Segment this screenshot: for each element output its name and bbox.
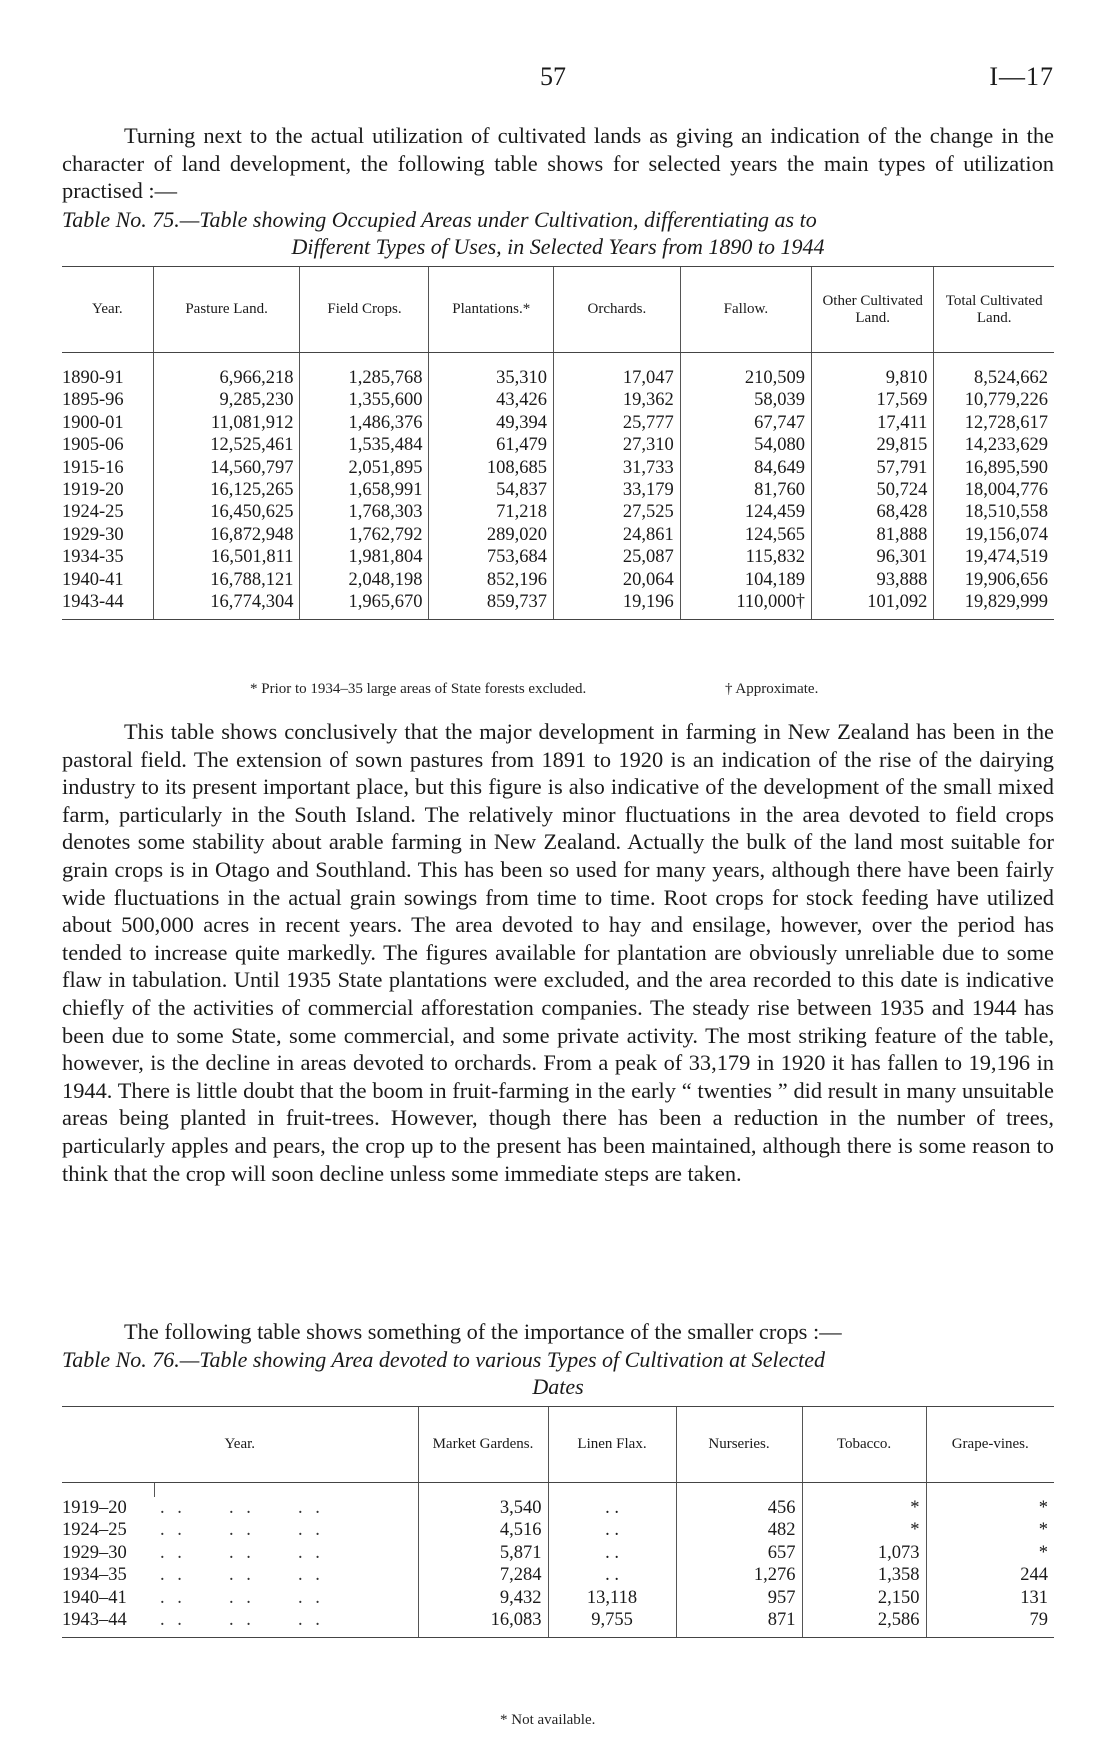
table76-cell-tobacco: 2,586 — [802, 1609, 926, 1638]
table75-header-year: Year. — [62, 267, 153, 353]
table76-cell-linen-flax: . . — [548, 1564, 676, 1586]
table75-cell-other: 9,810 — [812, 367, 934, 389]
table75-cell-year: 1905-06 — [62, 435, 124, 456]
table75-cell-total: 19,156,074 — [934, 524, 1054, 546]
table75-cell-other: 101,092 — [812, 591, 934, 620]
table75-cell-other: 96,301 — [812, 546, 934, 568]
table75-row — [62, 412, 1054, 434]
table75-cell-plantations: 49,394 — [429, 412, 554, 434]
table75-cell-pasture: 14,560,797 — [153, 457, 300, 479]
table75-cell-field-crops: 1,965,670 — [300, 591, 429, 620]
table75-row — [62, 524, 1054, 546]
table75-cell-other: 29,815 — [812, 434, 934, 456]
table76-cell-nurseries: 456 — [676, 1497, 802, 1519]
table75-cell-pasture: 16,450,625 — [153, 501, 300, 523]
table75-cell-year: 1940-41 — [62, 569, 124, 590]
table75-cell-plantations: 35,310 — [429, 367, 554, 389]
table75-cell-field-crops: 1,355,600 — [300, 389, 429, 411]
table75-cell-orchards: 27,525 — [554, 501, 681, 523]
table75-cell-fallow: 124,459 — [680, 501, 811, 523]
table75-cell-orchards: 17,047 — [554, 367, 681, 389]
table75-cell-orchards: 25,777 — [554, 412, 681, 434]
table75-cell-field-crops: 1,762,792 — [300, 524, 429, 546]
table75-cell-plantations: 108,685 — [429, 457, 554, 479]
table75-cell-pasture: 16,125,265 — [153, 479, 300, 501]
table76-leader-dots: . . . . . . — [160, 1542, 324, 1563]
table75-cell-other: 81,888 — [812, 524, 934, 546]
table75-cell-other: 50,724 — [812, 479, 934, 501]
table76-cell-linen-flax: 13,118 — [548, 1587, 676, 1609]
table75-row — [62, 479, 1054, 501]
table75-cell-fallow: 210,509 — [680, 367, 811, 389]
table75-cell-total: 16,895,590 — [934, 457, 1054, 479]
table76-header-nurseries: Nurseries. — [676, 1407, 802, 1483]
table75-cell-plantations: 289,020 — [429, 524, 554, 546]
table76-leader-dots: . . . . . . — [160, 1520, 324, 1541]
page-header — [0, 62, 1114, 92]
document-reference: I—17 — [989, 62, 1054, 91]
table75-cell-plantations: 43,426 — [429, 389, 554, 411]
table75-cell-pasture: 16,788,121 — [153, 569, 300, 591]
table75-cell-other: 17,569 — [812, 389, 934, 411]
table76-header-linen-flax: Linen Flax. — [548, 1407, 676, 1483]
table75-cell-plantations: 852,196 — [429, 569, 554, 591]
table76-cell-grape-vines: 244 — [926, 1564, 1054, 1586]
table76-cell-linen-flax: 9,755 — [548, 1609, 676, 1638]
table75-cell-total: 19,906,656 — [934, 569, 1054, 591]
table75-cell-orchards: 33,179 — [554, 479, 681, 501]
table75-cell-other: 68,428 — [812, 501, 934, 523]
table75-row — [62, 434, 1054, 456]
table76-cell-year: 1943–44 — [62, 1609, 154, 1638]
table75-row — [62, 591, 1054, 620]
table76-cell-year: 1919–20 — [62, 1498, 127, 1518]
table75-cell-pasture: 16,774,304 — [153, 591, 300, 620]
table76-leader-dots: . . . . . . — [160, 1587, 324, 1608]
table75-cell-pasture: 6,966,218 — [153, 367, 300, 389]
table75-cell-pasture: 9,285,230 — [153, 389, 300, 411]
table76-cell-nurseries: 482 — [676, 1519, 802, 1541]
table76-cell-market-gardens: 16,083 — [418, 1609, 548, 1638]
table75-cell-plantations: 71,218 — [429, 501, 554, 523]
table76-cell-linen-flax: . . — [548, 1497, 676, 1519]
table76-cell-tobacco: * — [802, 1497, 926, 1519]
table75-header-plantations: Plantations.* — [429, 267, 554, 353]
table76-cell-nurseries: 957 — [676, 1587, 802, 1609]
table76-cell-grape-vines: 131 — [926, 1587, 1054, 1609]
table75-header-total: Total Cultivated Land. — [934, 267, 1054, 353]
table75-cell-plantations: 54,837 — [429, 479, 554, 501]
table75-cell-fallow: 104,189 — [680, 569, 811, 591]
table75-cell-total: 18,004,776 — [934, 479, 1054, 501]
table75-cell-orchards: 27,310 — [554, 434, 681, 456]
table-76 — [62, 1406, 1054, 1638]
table76-cell-linen-flax: . . — [548, 1542, 676, 1564]
discussion-paragraph: This table shows conclusively that the major development in farming in New Zealand has been in the pastoral field. The extension of sown pastures from 1891 to 1920 is an indication of the rise of the dairying industry to its present important place, but this figure is also indicative of the development of the small mixed farm, particularly in the South Island. The relatively minor fluctuations in the area devoted to field crops denotes some stability about arable farming in New Zealand. Actually the bulk of the land most suitable for grain crops is in Otago and Southland. This has been so used for many years, although there have been fairly wide fluctuations in the actual grain sowings from time to time. Root crops for stock feeding have utilized about 500,000 acres in recent years. The area devoted to hay and ensilage, however, over the period has tended to increase quite markedly. The figures available for plantation are obviously unreliable due to some flaw in tabulation. Until 1935 State plantations were excluded, and the area recorded to this date is indicative chiefly of the activities of commercial afforestation companies. The steady rise between 1935 and 1944 has been due to some State, some commercial, and some private activity. The most striking feature of the table, however, is the decline in areas devoted to orchards. From a peak of 33,179 in 1920 it has fallen to 19,196 in 1944. There is little doubt that the boom in fruit-farming in the early “ twenties ” did result in many unsuitable areas being planted in fruit-trees. However, though there has been a reduction in the number of trees, particularly apples and pears, the crop up to the present has been maintained, although there is some reason to think that the crop will soon decline unless some immediate steps are taken. — [62, 719, 1054, 1186]
table76-header-row — [62, 1407, 1054, 1483]
table76-header-year: Year. — [62, 1407, 418, 1483]
table75-header-other: Other Cultivated Land. — [812, 267, 934, 353]
table75-cell-other: 93,888 — [812, 569, 934, 591]
table75-row — [62, 457, 1054, 479]
table75-cell-plantations: 61,479 — [429, 434, 554, 456]
table76-leader-dots: . . . . . . — [160, 1498, 324, 1518]
table76-footnote: * Not available. — [500, 1712, 596, 1728]
table75-cell-total: 12,728,617 — [934, 412, 1054, 434]
table75-footnote-approximate: † Approximate. — [725, 681, 819, 697]
table75-cell-fallow: 58,039 — [680, 389, 811, 411]
table76-row — [62, 1587, 1054, 1609]
table75-cell-fallow: 54,080 — [680, 434, 811, 456]
table-75 — [62, 266, 1054, 620]
table76-cell-market-gardens: 4,516 — [418, 1519, 548, 1541]
table75-cell-year: 1924-25 — [62, 502, 124, 523]
table75-cell-other: 17,411 — [812, 412, 934, 434]
table76-header-tobacco: Tobacco. — [802, 1407, 926, 1483]
table75-cell-year: 1915-16 — [62, 457, 124, 478]
table76-row — [62, 1609, 1054, 1638]
table75-cell-plantations: 753,684 — [429, 546, 554, 568]
table75-cell-other: 57,791 — [812, 457, 934, 479]
table75-cell-orchards: 20,064 — [554, 569, 681, 591]
table75-header-row — [62, 267, 1054, 353]
table76-cell-nurseries: 871 — [676, 1609, 802, 1638]
table75-row — [62, 389, 1054, 411]
table76-row — [62, 1519, 1054, 1541]
table75-row — [62, 569, 1054, 591]
intro-paragraph: Turning next to the actual utilization of cultivated lands as giving an indication of the change in the character of land development, the following table shows for selected years the main types of utilization practised :— — [62, 123, 1054, 204]
table76-cell-year: 1940–41 — [62, 1587, 127, 1608]
table75-cell-year: 1900-01 — [62, 412, 124, 433]
table75-cell-field-crops: 1,285,768 — [300, 367, 429, 389]
table76-caption-line1: Table No. 76.—Table showing Area devoted to various Types of Cultivation at Selected — [62, 1347, 826, 1372]
table75-row — [62, 367, 1054, 389]
table75-cell-fallow: 110,000† — [680, 591, 811, 620]
table75-cell-year: 1895-96 — [62, 390, 124, 411]
table75-cell-total: 19,829,999 — [934, 591, 1054, 620]
table75-cell-field-crops: 2,048,198 — [300, 569, 429, 591]
table75-cell-pasture: 11,081,912 — [153, 412, 300, 434]
table76-cell-market-gardens: 5,871 — [418, 1542, 548, 1564]
table75-cell-year: 1934-35 — [62, 547, 124, 568]
table76-leader-dots: . . . . . . — [154, 1609, 418, 1638]
table76-row — [62, 1542, 1054, 1564]
table75-cell-orchards: 24,861 — [554, 524, 681, 546]
table75-footnote-plantations: * Prior to 1934–35 large areas of State forests excluded. — [250, 681, 587, 697]
table76-cell-tobacco: * — [802, 1519, 926, 1541]
table75-cell-field-crops: 1,535,484 — [300, 434, 429, 456]
table75-cell-year: 1943-44 — [62, 591, 153, 620]
table76-cell-grape-vines: * — [926, 1497, 1054, 1519]
table75-row — [62, 501, 1054, 523]
table76-cell-grape-vines: * — [926, 1542, 1054, 1564]
table75-cell-total: 19,474,519 — [934, 546, 1054, 568]
table75-cell-fallow: 81,760 — [680, 479, 811, 501]
table76-cell-nurseries: 657 — [676, 1542, 802, 1564]
table76-header-grape-vines: Grape-vines. — [926, 1407, 1054, 1483]
table76-cell-market-gardens: 7,284 — [418, 1564, 548, 1586]
table76-cell-market-gardens: 3,540 — [418, 1497, 548, 1519]
table75-cell-field-crops: 1,981,804 — [300, 546, 429, 568]
table75-cell-pasture: 12,525,461 — [153, 434, 300, 456]
table76-cell-grape-vines: 79 — [926, 1609, 1054, 1638]
table76-caption — [62, 1346, 1054, 1400]
table75-cell-field-crops: 2,051,895 — [300, 457, 429, 479]
table75-cell-year: 1929-30 — [62, 524, 124, 545]
table75-row — [62, 546, 1054, 568]
table75-cell-fallow: 67,747 — [680, 412, 811, 434]
table75-cell-fallow: 84,649 — [680, 457, 811, 479]
page-number: 57 — [540, 62, 566, 91]
table75-cell-fallow: 124,565 — [680, 524, 811, 546]
table76-cell-tobacco: 2,150 — [802, 1587, 926, 1609]
table76-body — [62, 1483, 1054, 1638]
table75-cell-pasture: 16,501,811 — [153, 546, 300, 568]
table75-cell-field-crops: 1,658,991 — [300, 479, 429, 501]
table75-cell-orchards: 25,087 — [554, 546, 681, 568]
table75-cell-plantations: 859,737 — [429, 591, 554, 620]
table76-cell-linen-flax: . . — [548, 1519, 676, 1541]
table76-row — [62, 1497, 1054, 1519]
table75-header-field-crops: Field Crops. — [300, 267, 429, 353]
table76-row — [62, 1564, 1054, 1586]
table76-caption-line2: Dates — [532, 1374, 584, 1399]
table76-cell-year: 1934–35 — [62, 1565, 127, 1586]
table75-cell-year: 1890-91 — [62, 368, 124, 388]
table75-caption-line1: Table No. 75.—Table showing Occupied Areas under Cultivation, differentiating as to — [62, 207, 817, 232]
table76-leader-dots: . . . . . . — [160, 1565, 324, 1586]
table75-cell-total: 18,510,558 — [934, 501, 1054, 523]
table75-cell-orchards: 31,733 — [554, 457, 681, 479]
table75-cell-fallow: 115,832 — [680, 546, 811, 568]
table75-cell-orchards: 19,362 — [554, 389, 681, 411]
table75-header-pasture: Pasture Land. — [153, 267, 300, 353]
table75-cell-year: 1919-20 — [62, 480, 124, 501]
table76-cell-grape-vines: * — [926, 1519, 1054, 1541]
table75-header-fallow: Fallow. — [680, 267, 811, 353]
table76-cell-tobacco: 1,358 — [802, 1564, 926, 1586]
table76-cell-market-gardens: 9,432 — [418, 1587, 548, 1609]
table75-cell-field-crops: 1,768,303 — [300, 501, 429, 523]
table75-cell-total: 14,233,629 — [934, 434, 1054, 456]
table76-cell-year: 1929–30 — [62, 1542, 127, 1563]
table75-caption — [62, 206, 1054, 260]
table75-caption-line2: Different Types of Uses, in Selected Years from 1890 to 1944 — [291, 234, 825, 259]
table75-cell-field-crops: 1,486,376 — [300, 412, 429, 434]
table75-cell-total: 8,524,662 — [934, 367, 1054, 389]
table76-cell-nurseries: 1,276 — [676, 1564, 802, 1586]
smaller-crops-paragraph: The following table shows something of the importance of the smaller crops :— — [124, 1319, 842, 1344]
table76-cell-tobacco: 1,073 — [802, 1542, 926, 1564]
table76-header-market-gardens: Market Gardens. — [418, 1407, 548, 1483]
table75-cell-orchards: 19,196 — [554, 591, 681, 620]
table75-cell-pasture: 16,872,948 — [153, 524, 300, 546]
table75-body — [62, 353, 1054, 620]
table76-cell-year: 1924–25 — [62, 1520, 127, 1541]
table75-cell-total: 10,779,226 — [934, 389, 1054, 411]
table75-header-orchards: Orchards. — [554, 267, 681, 353]
